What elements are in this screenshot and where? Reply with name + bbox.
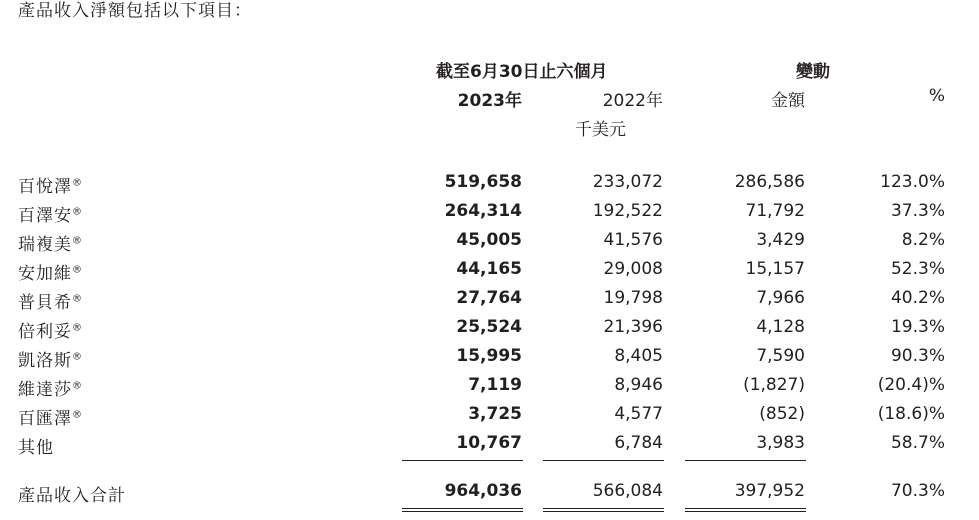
subtotal-rule-2023 bbox=[402, 460, 523, 461]
value-2022: 41,576 bbox=[603, 230, 663, 250]
table-row bbox=[0, 230, 979, 259]
product-label: 安加維® bbox=[18, 264, 82, 284]
value-2023: 3,725 bbox=[468, 404, 522, 424]
value-2023: 7,119 bbox=[468, 375, 522, 395]
total-row bbox=[0, 481, 979, 510]
total-double-rule-amount-b bbox=[685, 511, 806, 512]
change-amount: 7,966 bbox=[756, 288, 805, 308]
value-2023: 44,165 bbox=[456, 259, 522, 279]
value-2022: 29,008 bbox=[603, 259, 663, 279]
change-percent: 90.3% bbox=[890, 346, 945, 366]
change-amount: 3,429 bbox=[756, 230, 805, 250]
change-amount: 4,128 bbox=[756, 317, 805, 337]
value-2023: 27,764 bbox=[456, 288, 522, 308]
total-double-rule-amount-a bbox=[685, 508, 806, 509]
product-label: 百澤安® bbox=[18, 206, 82, 226]
value-2022: 21,396 bbox=[603, 317, 663, 337]
change-percent: 37.3% bbox=[890, 201, 945, 221]
change-header: 變動 bbox=[796, 62, 830, 82]
change-amount: 71,792 bbox=[745, 201, 805, 221]
total-double-rule-2023-b bbox=[402, 511, 523, 512]
change-percent: (18.6)% bbox=[877, 404, 945, 424]
value-2023: 519,658 bbox=[444, 172, 522, 192]
period-header: 截至6月30日止六個月 bbox=[436, 62, 608, 82]
product-label: 凱洛斯® bbox=[18, 351, 82, 371]
table-row bbox=[0, 172, 979, 201]
product-label: 其他 bbox=[18, 438, 54, 458]
value-2022: 6,784 bbox=[614, 433, 663, 453]
value-2022: 192,522 bbox=[592, 201, 663, 221]
value-2022: 233,072 bbox=[592, 172, 663, 192]
product-label: 瑞複美® bbox=[18, 235, 82, 255]
product-label: 普貝希® bbox=[18, 293, 82, 313]
table-row bbox=[0, 259, 979, 288]
change-percent: 58.7% bbox=[890, 433, 945, 453]
year-2022-header: 2022年 bbox=[602, 91, 663, 111]
product-label: 倍利妥® bbox=[18, 322, 82, 342]
total-label: 產品收入合計 bbox=[18, 486, 126, 506]
amount-header: 金額 bbox=[771, 91, 805, 111]
change-amount: (1,827) bbox=[743, 375, 805, 395]
table-row bbox=[0, 346, 979, 375]
change-amount: (852) bbox=[759, 404, 805, 424]
table-row bbox=[0, 288, 979, 317]
intro-text: 產品收入淨額包括以下項目： bbox=[18, 1, 252, 21]
total-2023: 964,036 bbox=[444, 481, 522, 501]
subtotal-rule-amount bbox=[685, 460, 806, 461]
product-label: 百匯澤® bbox=[18, 409, 82, 429]
total-change-percent: 70.3% bbox=[890, 481, 945, 501]
change-percent: 52.3% bbox=[890, 259, 945, 279]
year-2023-header: 2023年 bbox=[457, 91, 522, 111]
change-percent: 8.2% bbox=[901, 230, 945, 250]
value-2023: 45,005 bbox=[456, 230, 522, 250]
value-2023: 264,314 bbox=[444, 201, 522, 221]
total-double-rule-2023-a bbox=[402, 508, 523, 509]
table-row bbox=[0, 433, 979, 462]
value-2022: 8,946 bbox=[614, 375, 663, 395]
table-row bbox=[0, 317, 979, 346]
value-2022: 4,577 bbox=[614, 404, 663, 424]
value-2023: 10,767 bbox=[456, 433, 522, 453]
change-percent: 123.0% bbox=[880, 172, 945, 192]
product-label: 維達莎® bbox=[18, 380, 82, 400]
subtotal-rule-2022 bbox=[543, 460, 664, 461]
value-2022: 19,798 bbox=[603, 288, 663, 308]
total-double-rule-2022-b bbox=[543, 511, 664, 512]
table-row bbox=[0, 375, 979, 404]
table-row bbox=[0, 201, 979, 230]
table-row bbox=[0, 404, 979, 433]
total-2022: 566,084 bbox=[592, 481, 663, 501]
change-amount: 7,590 bbox=[756, 346, 805, 366]
percent-header: % bbox=[928, 86, 945, 106]
change-percent: 40.2% bbox=[890, 288, 945, 308]
total-double-rule-2022-a bbox=[543, 508, 664, 509]
value-2023: 25,524 bbox=[456, 317, 522, 337]
total-change-amount: 397,952 bbox=[734, 481, 805, 501]
value-2022: 8,405 bbox=[614, 346, 663, 366]
change-amount: 3,983 bbox=[756, 433, 805, 453]
unit-header: 千美元 bbox=[575, 120, 626, 140]
change-percent: 19.3% bbox=[890, 317, 945, 337]
product-label: 百悅澤® bbox=[18, 177, 82, 197]
change-amount: 286,586 bbox=[734, 172, 805, 192]
change-percent: (20.4)% bbox=[877, 375, 945, 395]
value-2023: 15,995 bbox=[456, 346, 522, 366]
change-amount: 15,157 bbox=[745, 259, 805, 279]
